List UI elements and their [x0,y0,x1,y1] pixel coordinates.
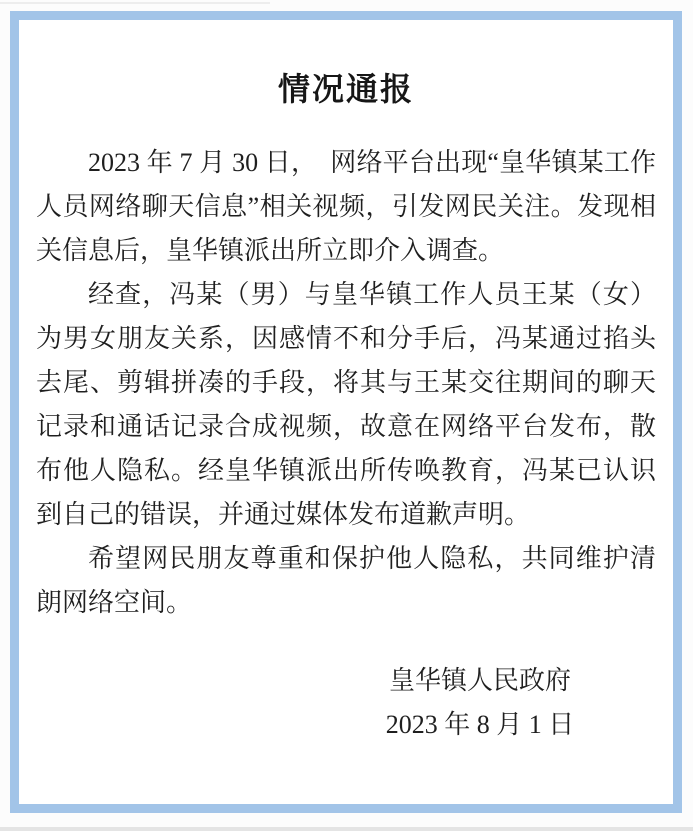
top-edge-artifact [0,2,270,4]
issue-date: 2023 年 8 月 1 日 [385,710,575,739]
issuer-signature: 皇华镇人民政府 [388,666,571,695]
document-frame [10,11,682,813]
notice-title: 情况通报 [277,71,414,107]
signature-block [340,659,620,747]
paragraph-investigation: 经查，冯某（男）与皇华镇工作人员王某（女）为男女朋友关系，因感情不和分手后，冯某通过掐头去尾、剪辑拼凑的手段，将其与王某交往期间的聊天记录和通话记录合成视频，故意在网络平台发布，散布他人隐私。经皇华镇派出所传唤教育，冯某已认识到自己的错误，并通过媒体发布道歉声明。 [36,280,656,529]
paragraph-appeal: 希望网民朋友尊重和保护他人隐私，共同维护清朗网络空间。 [36,544,656,617]
bottom-edge-strip [0,827,693,831]
notice-body [36,141,656,747]
paragraph-incident: 2023 年 7 月 30 日， 网络平台出现“皇华镇某工作人员网络聊天信息”相关视频，引发网民关注。发现相关信息后，皇华镇派出所立即介入调查。 [36,148,656,265]
